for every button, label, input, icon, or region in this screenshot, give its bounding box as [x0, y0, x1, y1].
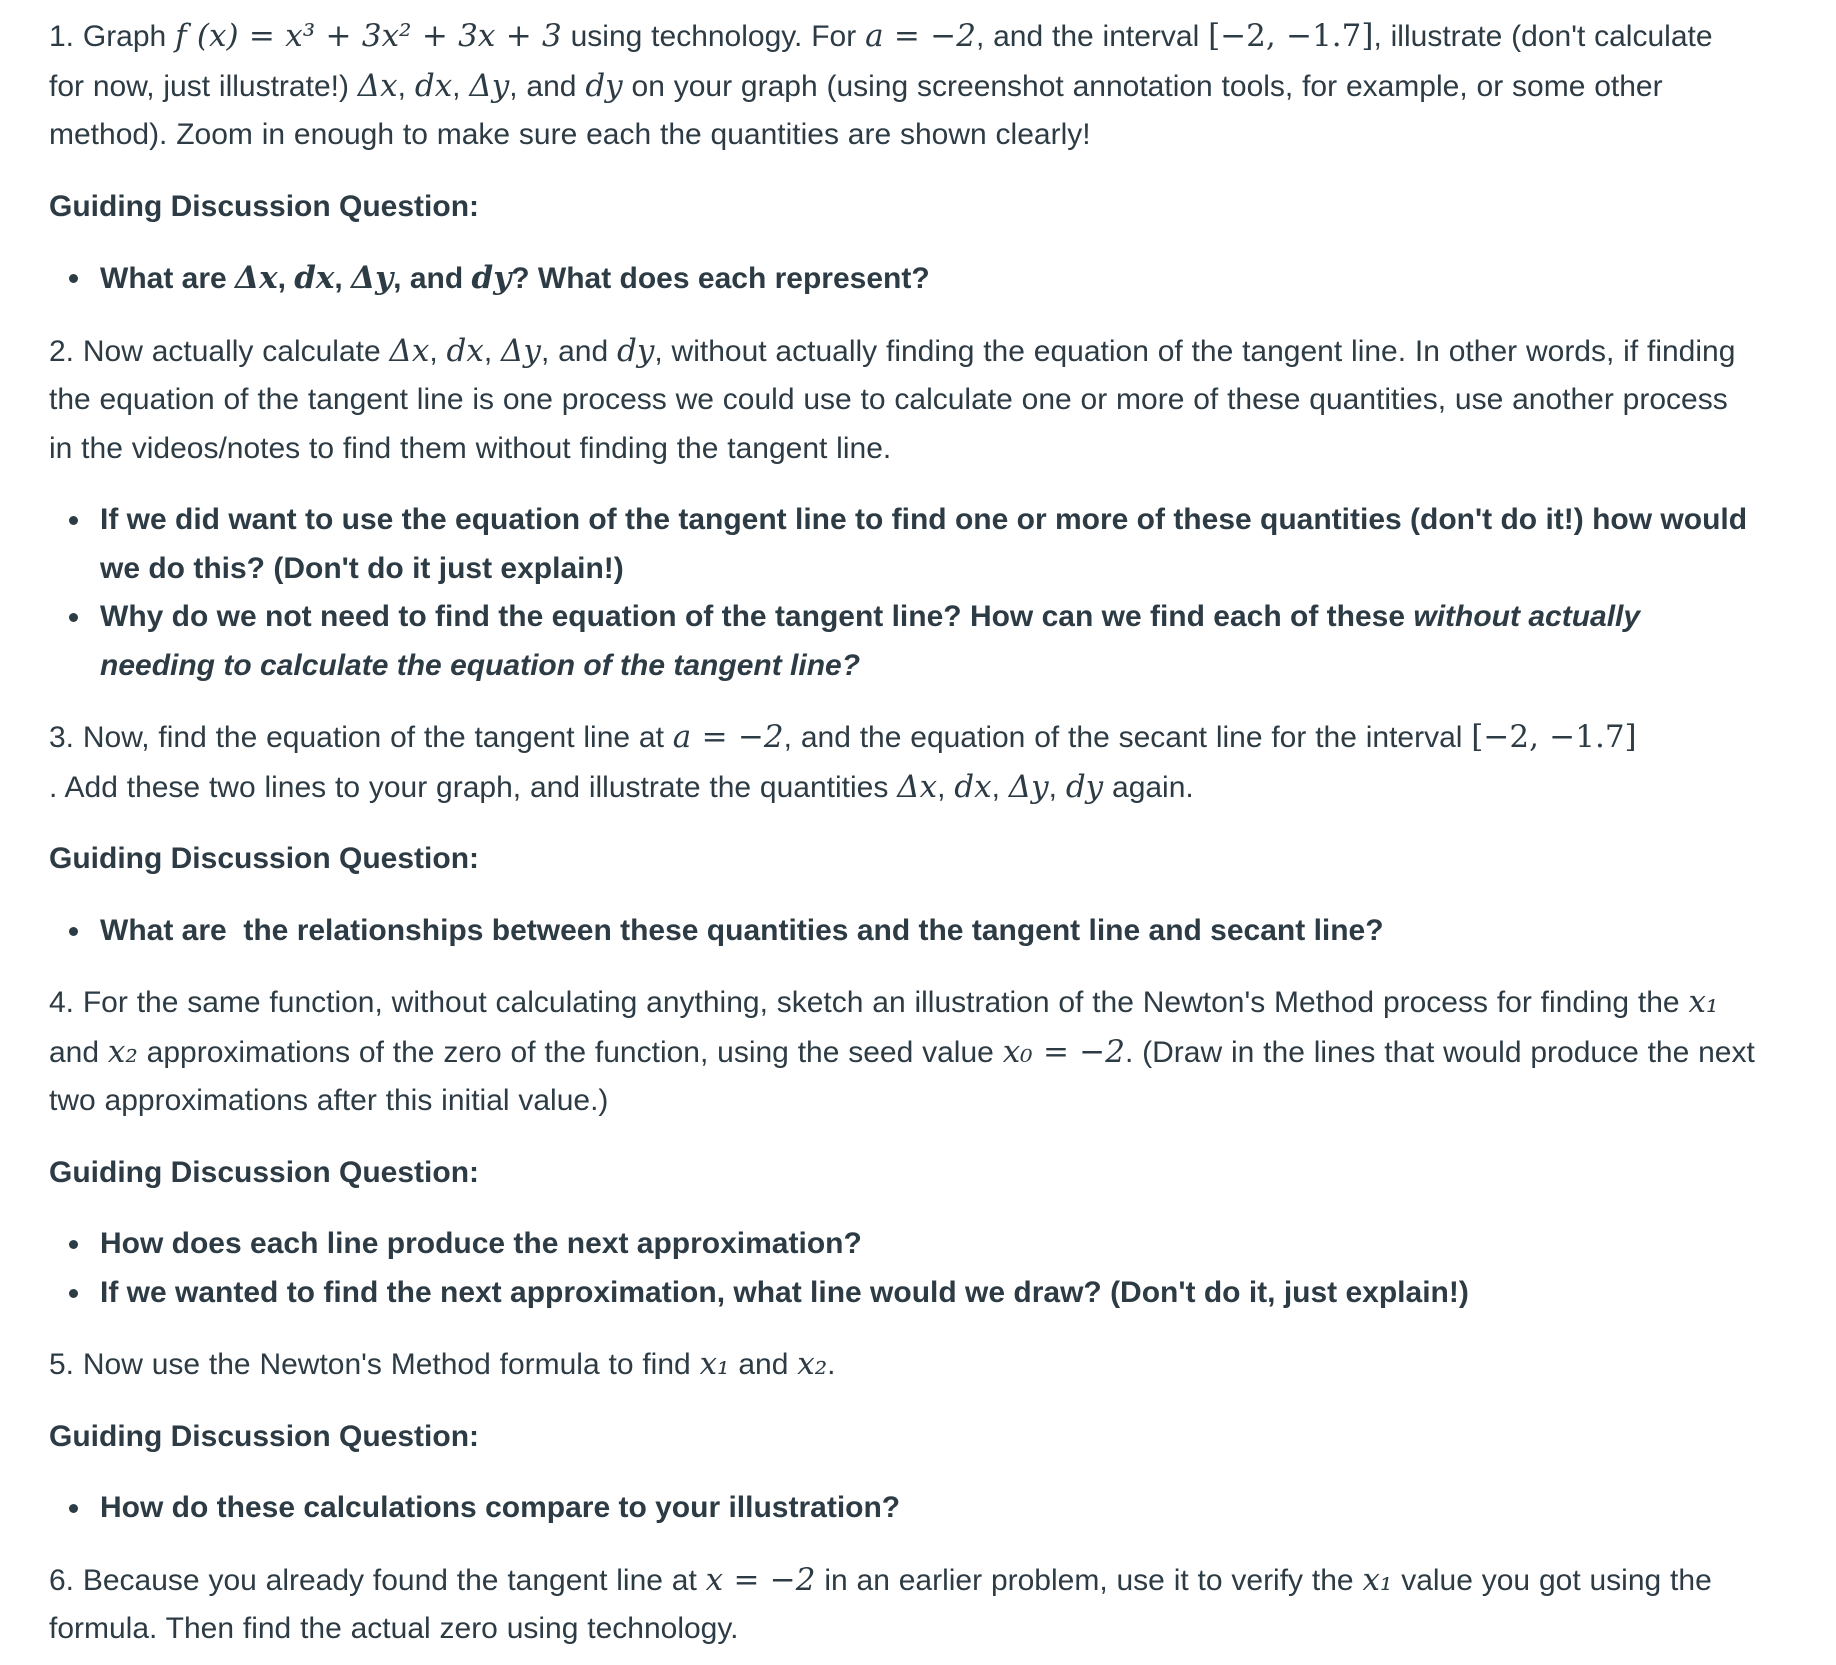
q4-text: . (Draw in the lines that would produce the next two approximations after this initial value.)	[49, 1035, 1755, 1117]
q5-text: 5. Now use the Newton's Method formula to find	[49, 1348, 700, 1381]
q1-text: using technology. For	[561, 20, 866, 53]
q2-bullet-emphasis: without actually needing to calculate the equation of the tangent line?	[100, 600, 1641, 682]
gdq1-sep: ,	[334, 262, 352, 295]
question-4	[49, 978, 1756, 1126]
q5-x1: x₁	[699, 1346, 730, 1382]
q4-x1: x₁	[1688, 984, 1719, 1020]
guiding-question-item: What are the relationships between these quantities and the tangent line and secant line?	[100, 907, 1756, 956]
q1-sep: , and	[509, 69, 586, 103]
question-2-item	[100, 593, 1756, 690]
question-2	[49, 327, 1756, 474]
gdq1-text: ? What does each represent?	[511, 262, 930, 295]
q1-text: on your graph (using screenshot annotation tools, for example, or some other method). Zoom in enough to make sure each the quantities are shown clearly!	[49, 69, 1663, 151]
q3-interval: [−2, −1.7]	[1471, 719, 1637, 755]
q1-interval: [−2, −1.7]	[1208, 18, 1374, 54]
question-1	[49, 12, 1756, 160]
guiding-question-heading: Guiding Discussion Question:	[49, 842, 480, 875]
q2-delta-x: Δx	[389, 332, 430, 369]
q2-sep: ,	[429, 334, 447, 368]
q3-text: . Add these two lines to your graph, and illustrate the quantities	[49, 770, 898, 804]
question-6	[49, 1556, 1756, 1654]
gdq1-delta-x: Δx	[235, 260, 278, 296]
q2-text: , without actually finding the equation of the tangent line. In other words, if finding the equation of the tangent line is one process we could use to calculate one or more of these quantities, use another process in the videos/notes to find them without finding the tangent line.	[49, 334, 1736, 465]
q3-delta-y: Δy	[1008, 768, 1049, 805]
q3-sep: ,	[937, 770, 955, 804]
q2-bullet-text: Why do we not need to find the equation of the tangent line? How can we find each of these	[100, 600, 1414, 633]
q6-text: in an earlier problem, use it to verify the	[815, 1563, 1363, 1597]
gdq1-dx: dx	[294, 260, 335, 296]
q1-dy: dy	[585, 67, 623, 104]
q1-function-expression: f (x) = x³ + 3x² + 3x + 3	[175, 18, 562, 54]
guiding-question-item: How do these calculations compare to your illustration?	[100, 1484, 1756, 1533]
q4-text: approximations of the zero of the function, using the seed value	[137, 1035, 1003, 1069]
question-5	[49, 1340, 1756, 1390]
q1-delta-y: Δy	[469, 67, 510, 104]
q2-sep: ,	[483, 334, 502, 368]
q4-seed-value: x₀ = −2	[1002, 1033, 1125, 1070]
q2-delta-y: Δy	[501, 332, 541, 369]
q4-text: and	[49, 1035, 108, 1069]
q3-text: , and the equation of the secant line for the interval	[783, 721, 1472, 754]
guiding-question-item	[100, 254, 1756, 304]
q1-dx: dx	[414, 67, 453, 104]
guiding-question-list	[49, 254, 1756, 304]
guiding-question-item: How does each line produce the next approximation?	[100, 1220, 1756, 1269]
gdq1-text: What are	[100, 262, 236, 295]
q3-sep: ,	[1048, 770, 1066, 804]
guiding-question-heading: Guiding Discussion Question:	[49, 1419, 480, 1453]
q1-text: , illustrate (don't calculate for now, just illustrate!)	[49, 20, 1713, 103]
q6-text: 6. Because you already found the tangent line at	[49, 1563, 706, 1597]
q3-dx: dx	[954, 768, 992, 805]
question-3	[49, 713, 1756, 812]
q5-text: and	[729, 1348, 798, 1381]
gdq1-delta-y: Δy	[351, 260, 394, 296]
question-2-item: If we did want to use the equation of the tangent line to find one or more of these quantities (don't do it!) how would we do this? (Don't do it just explain!)	[100, 496, 1756, 593]
q6-x-value: x = −2	[705, 1561, 816, 1598]
q2-text: 2. Now actually calculate	[49, 334, 390, 368]
q1-text: , and the interval	[975, 20, 1209, 53]
q6-text: value you got using the formula. Then find the actual zero using technology.	[49, 1563, 1712, 1645]
q2-dx: dx	[446, 332, 484, 369]
q6-x1: x₁	[1362, 1561, 1393, 1598]
q1-delta-x: Δx	[357, 67, 398, 104]
q3-sep: ,	[991, 770, 1009, 804]
guiding-question-list	[49, 1484, 1756, 1533]
q3-text: 3. Now, find the equation of the tangent line at	[49, 721, 673, 754]
q1-sep: ,	[452, 69, 470, 103]
q4-text: 4. For the same function, without calculating anything, sketch an illustration of the Newton's Method process for finding the	[49, 986, 1689, 1019]
q2-sep: , and	[540, 334, 618, 368]
question-2-list	[49, 496, 1756, 690]
gdq1-sep: , and	[393, 262, 472, 295]
q2-dy: dy	[617, 332, 655, 369]
q3-delta-x: Δx	[897, 768, 938, 805]
q4-x2: x₂	[107, 1033, 138, 1070]
guiding-question-heading: Guiding Discussion Question:	[49, 1155, 480, 1189]
q3-dy: dy	[1065, 768, 1104, 805]
q5-text: .	[827, 1348, 836, 1381]
q1-text: 1. Graph	[49, 20, 176, 53]
q5-x2: x₂	[797, 1346, 828, 1382]
q1-a-value: a = −2	[865, 18, 976, 54]
q3-text: again.	[1103, 770, 1194, 804]
gdq1-dy: dy	[471, 260, 512, 296]
guiding-question-list	[49, 1220, 1756, 1317]
q3-a-value: a = −2	[672, 719, 784, 755]
gdq1-sep: ,	[277, 262, 295, 295]
guiding-question-list	[49, 907, 1756, 956]
q1-sep: ,	[397, 69, 415, 103]
guiding-question-item: If we wanted to find the next approximation, what line would we draw? (Don't do it, just explain!)	[100, 1269, 1756, 1318]
guiding-question-heading: Guiding Discussion Question:	[49, 189, 480, 223]
